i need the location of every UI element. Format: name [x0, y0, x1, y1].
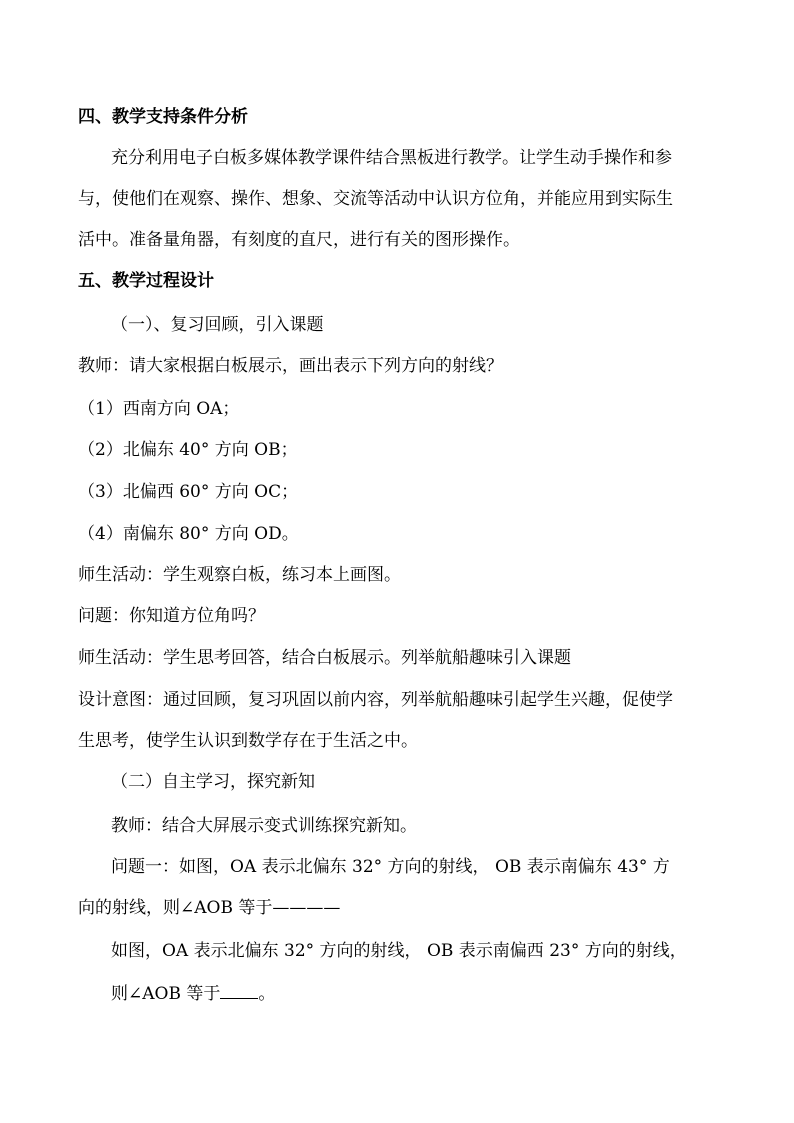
list-item: （2）北偏东 40° 方向 OB； [78, 440, 298, 460]
teacher-line: 教师：请大家根据白板展示，画出表示下列方向的射线？ [78, 356, 503, 376]
subsection-title: （一）、复习回顾，引入课题 [111, 315, 324, 335]
list-item: （4）南偏东 80° 方向 OD。 [78, 524, 299, 544]
list-item: （3）北偏西 60° 方向 OC； [78, 482, 299, 502]
activity-line: 师生活动：学生观察白板，练习本上画图。 [78, 565, 401, 585]
section-heading-support: 四、教学支持条件分析 [78, 107, 248, 127]
problem-line [111, 982, 794, 1006]
problem-line: 如图，OA 表示北偏东 32° 方向的射线， OB 表示南偏西 23° 方向的射线， [111, 941, 687, 961]
problem-line: 问题一：如图，OA 表示北偏东 32° 方向的射线， OB 表示南偏东 43° 方 [111, 857, 670, 877]
section-heading-process: 五、教学过程设计 [78, 271, 214, 291]
teacher-line: 教师：结合大屏展示变式训练探究新知。 [111, 816, 417, 836]
paragraph-line: 充分利用电子白板多媒体教学课件结合黑板进行教学。让学生动手操作和参 [111, 148, 672, 168]
problem-text: 则∠AOB 等于 [111, 984, 221, 1004]
subsection-title: （二）自主学习，探究新知 [111, 772, 315, 792]
intent-line: 生思考，使学生认识到数学存在于生活之中。 [78, 731, 418, 751]
question-line: 问题：你知道方位角吗？ [78, 606, 265, 626]
problem-text: 。 [258, 984, 276, 1004]
paragraph-line: 活中。准备量角器，有刻度的直尺，进行有关的图形操作。 [78, 230, 520, 250]
list-item: （1）西南方向 OA； [78, 399, 240, 419]
answer-blank [220, 982, 258, 999]
intent-line: 设计意图：通过回顾，复习巩固以前内容，列举航船趣味引起学生兴趣，促使学 [78, 690, 673, 710]
activity-line: 师生活动：学生思考回答，结合白板展示。列举航船趣味引入课题 [78, 648, 571, 668]
problem-line: 向的射线，则∠AOB 等于———— [78, 898, 341, 918]
paragraph-line: 与，使他们在观察、操作、想象、交流等活动中认识方位角，并能应用到实际生 [78, 189, 673, 209]
